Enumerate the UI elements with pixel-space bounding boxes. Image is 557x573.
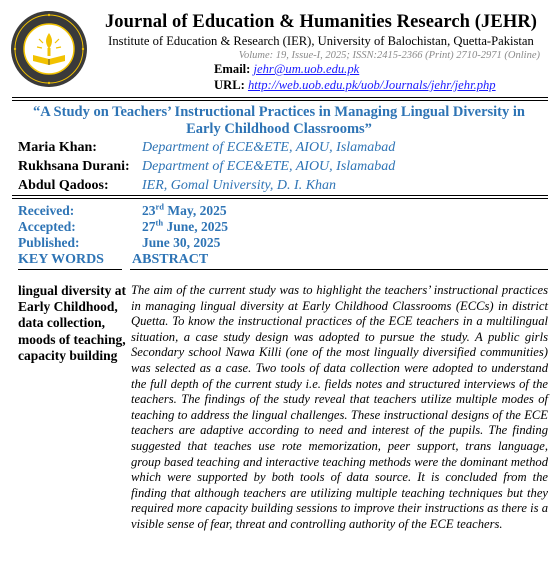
journal-header — [96, 12, 546, 93]
received-day: 23 — [142, 203, 156, 218]
received-suffix: rd — [155, 201, 164, 212]
header-divider — [12, 97, 548, 101]
author-affiliation: Department of ECE&ETE, AIOU, Islamabad — [142, 159, 396, 174]
accepted-date-row — [18, 219, 538, 235]
publication-dates — [18, 203, 538, 251]
journal-url-line — [96, 78, 546, 93]
authors-divider — [12, 195, 548, 199]
abstract-heading: ABSTRACT — [132, 252, 209, 267]
url-link[interactable]: http://web.uob.edu.pk/uob/Journals/jehr/jehr.php — [247, 78, 496, 92]
author-name: Rukhsana Durani: — [18, 159, 130, 174]
university-seal-logo — [9, 9, 89, 89]
email-link[interactable]: jehr@um.uob.edu.pk — [253, 62, 360, 76]
accepted-month-year: June, 2025 — [163, 219, 228, 234]
email-label: Email: — [214, 62, 251, 76]
abstract-heading-underline — [130, 269, 548, 270]
received-month-year: May, 2025 — [164, 203, 227, 218]
accepted-label: Accepted: — [18, 219, 76, 234]
author-affiliation: Department of ECE&ETE, AIOU, Islamabad — [142, 140, 396, 155]
author-affiliation: IER, Gomal University, D. I. Khan — [142, 178, 337, 193]
author-name: Maria Khan: — [18, 140, 97, 155]
journal-institute: Institute of Education & Research (IER), University of Balochistan, Quetta-Pakistan — [108, 34, 534, 48]
journal-title: Journal of Education & Humanities Research (JEHR) — [104, 12, 538, 32]
received-date-row — [18, 203, 538, 219]
accepted-day: 27 — [142, 219, 156, 234]
accepted-value — [142, 219, 228, 235]
article-title: “A Study on Teachers’ Instructional Practices in Managing Lingual Diversity in Early Childhood Classrooms” — [33, 104, 525, 137]
author-name: Abdul Qadoos: — [18, 178, 109, 193]
author-row — [18, 159, 538, 178]
accepted-suffix: th — [155, 217, 164, 228]
published-label: Published: — [18, 235, 80, 250]
journal-email-line — [96, 62, 546, 77]
received-label: Received: — [18, 203, 75, 218]
author-row — [18, 140, 538, 159]
published-date-row — [18, 235, 538, 251]
author-list — [18, 140, 538, 197]
journal-volume: Volume: 19, Issue-I, 2025; ISSN:2415-2366 (Print) 2710-2971 (Online) — [238, 50, 540, 61]
keywords-heading-underline — [18, 269, 122, 270]
keywords-heading: KEY WORDS — [18, 252, 104, 267]
abstract-text: The aim of the current study was to highlight the teachers’ instructional practices in managing lingual diversity at Early Childhood Classrooms (ECCs) in district Quetta. To know the instructional practices of the ECE teachers in a multilingual situation, a case study design was adopted to pursue the study. A public girls Secondary school Nawa Killi (one of the most lingually diversified communities) was selected as a case. Two tools of data collection were adopted to understand the full depth of the current study i.e. fields notes and structured interviews of the teachers. The findings of the study reveal that teachers utilize multiple modes of teaching to address the lingual challenges. These instructional designs of the ECE teachers are adaptive according to need and interest of the pupils. The finding suggested that teaches use rote memorization, peer support, trans language, group based teaching and interactive teaching methods were the dominant method which were supported by both tools of data source. It is concluded from the finding that although teachers are utilizing multiple teaching techniques but they required more capacity building sessions to improve their instructions as there is a visible sense of fear, threat and controlling authority of the ECE teachers. — [131, 283, 548, 531]
url-label: URL: — [214, 78, 245, 92]
keywords-text: lingual diversity at Early Childhood, data collection, moods of teaching, capacity building — [18, 283, 127, 363]
published-value: June 30, 2025 — [142, 235, 221, 250]
